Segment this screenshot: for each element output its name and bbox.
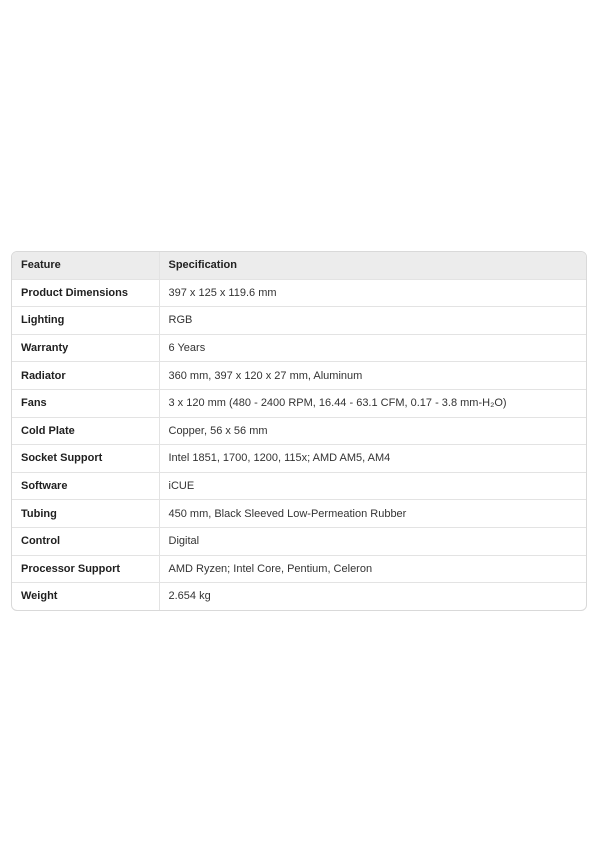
value-cold-plate: Copper, 56 x 56 mm xyxy=(159,417,586,445)
header-specification: Specification xyxy=(159,252,586,279)
table-row xyxy=(12,583,586,610)
table-row xyxy=(12,389,586,417)
feature-cold-plate: Cold Plate xyxy=(12,417,159,445)
feature-fans: Fans xyxy=(12,389,159,417)
feature-software: Software xyxy=(12,472,159,500)
table-row xyxy=(12,417,586,445)
spec-table-container xyxy=(11,251,587,611)
spec-table xyxy=(12,252,586,610)
value-fans: 3 x 120 mm (480 - 2400 RPM, 16.44 - 63.1 CFM, 0.17 - 3.8 mm-H₂O) xyxy=(159,389,586,417)
table-row xyxy=(12,555,586,583)
value-tubing: 450 mm, Black Sleeved Low-Permeation Rubber xyxy=(159,500,586,528)
feature-socket-support: Socket Support xyxy=(12,445,159,473)
table-row xyxy=(12,527,586,555)
table-header-row xyxy=(12,252,586,279)
value-control: Digital xyxy=(159,527,586,555)
value-product-dimensions: 397 x 125 x 119.6 mm xyxy=(159,279,586,307)
header-feature: Feature xyxy=(12,252,159,279)
value-processor-support: AMD Ryzen; Intel Core, Pentium, Celeron xyxy=(159,555,586,583)
table-row xyxy=(12,279,586,307)
value-lighting: RGB xyxy=(159,307,586,335)
value-socket-support: Intel 1851, 1700, 1200, 115x; AMD AM5, AM4 xyxy=(159,445,586,473)
feature-processor-support: Processor Support xyxy=(12,555,159,583)
value-weight: 2.654 kg xyxy=(168,590,211,603)
table-row xyxy=(12,334,586,362)
feature-tubing: Tubing xyxy=(12,500,159,528)
feature-weight: Weight xyxy=(12,583,159,610)
table-row xyxy=(12,362,586,390)
value-software: iCUE xyxy=(159,472,586,500)
feature-radiator: Radiator xyxy=(12,362,159,390)
feature-lighting: Lighting xyxy=(12,307,159,335)
table-row xyxy=(12,472,586,500)
feature-warranty: Warranty xyxy=(12,334,159,362)
table-row xyxy=(12,307,586,335)
feature-product-dimensions: Product Dimensions xyxy=(12,279,159,307)
value-warranty: 6 Years xyxy=(159,334,586,362)
value-radiator: 360 mm, 397 x 120 x 27 mm, Aluminum xyxy=(159,362,586,390)
feature-control: Control xyxy=(12,527,159,555)
table-row xyxy=(12,500,586,528)
table-row xyxy=(12,445,586,473)
